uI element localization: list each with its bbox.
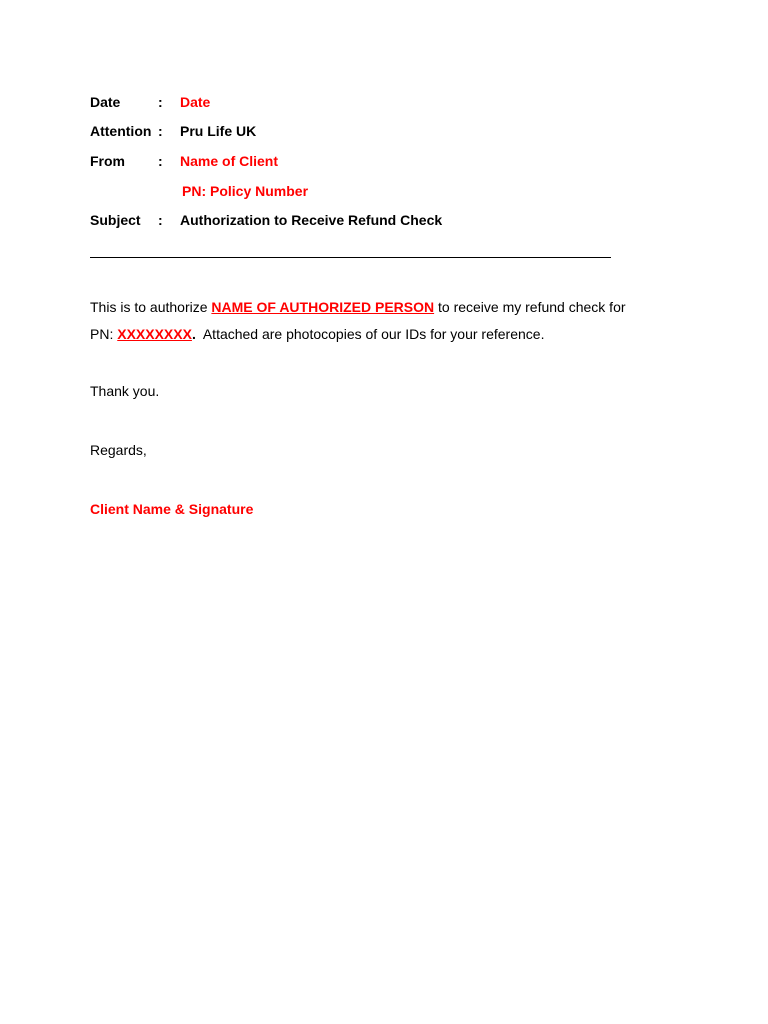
body-period: . <box>191 326 196 342</box>
header-divider <box>90 257 611 258</box>
from-value: Name of Client <box>180 153 279 169</box>
attention-value: Pru Life UK <box>180 123 257 139</box>
authorized-person-placeholder: NAME OF AUTHORIZED PERSON <box>211 299 435 315</box>
body-line-1 <box>90 294 690 321</box>
date-label: Date <box>90 94 121 110</box>
body-line1-prefix: This is to authorize <box>90 299 212 315</box>
from-colon: : <box>158 153 163 169</box>
attention-colon: : <box>158 123 163 139</box>
from-label: From <box>90 153 125 169</box>
subject-colon: : <box>158 212 163 228</box>
policy-number-placeholder: XXXXXXXX <box>117 326 192 342</box>
body-line2-suffix: Attached are photocopies of our IDs for your reference. <box>195 326 545 342</box>
signature-placeholder: Client Name & Signature <box>90 501 254 517</box>
attention-label: Attention <box>90 123 152 139</box>
thank-you-text: Thank you. <box>90 383 160 399</box>
body-line2-prefix: PN: <box>90 326 118 342</box>
policy-number-line: PN: Policy Number <box>182 183 309 199</box>
date-colon: : <box>158 94 163 110</box>
subject-label: Subject <box>90 212 141 228</box>
date-value: Date <box>180 94 211 110</box>
body-line-2 <box>90 321 690 348</box>
subject-value: Authorization to Receive Refund Check <box>180 212 443 228</box>
regards-text: Regards, <box>90 442 147 458</box>
body-line1-suffix: to receive my refund check for <box>434 299 626 315</box>
